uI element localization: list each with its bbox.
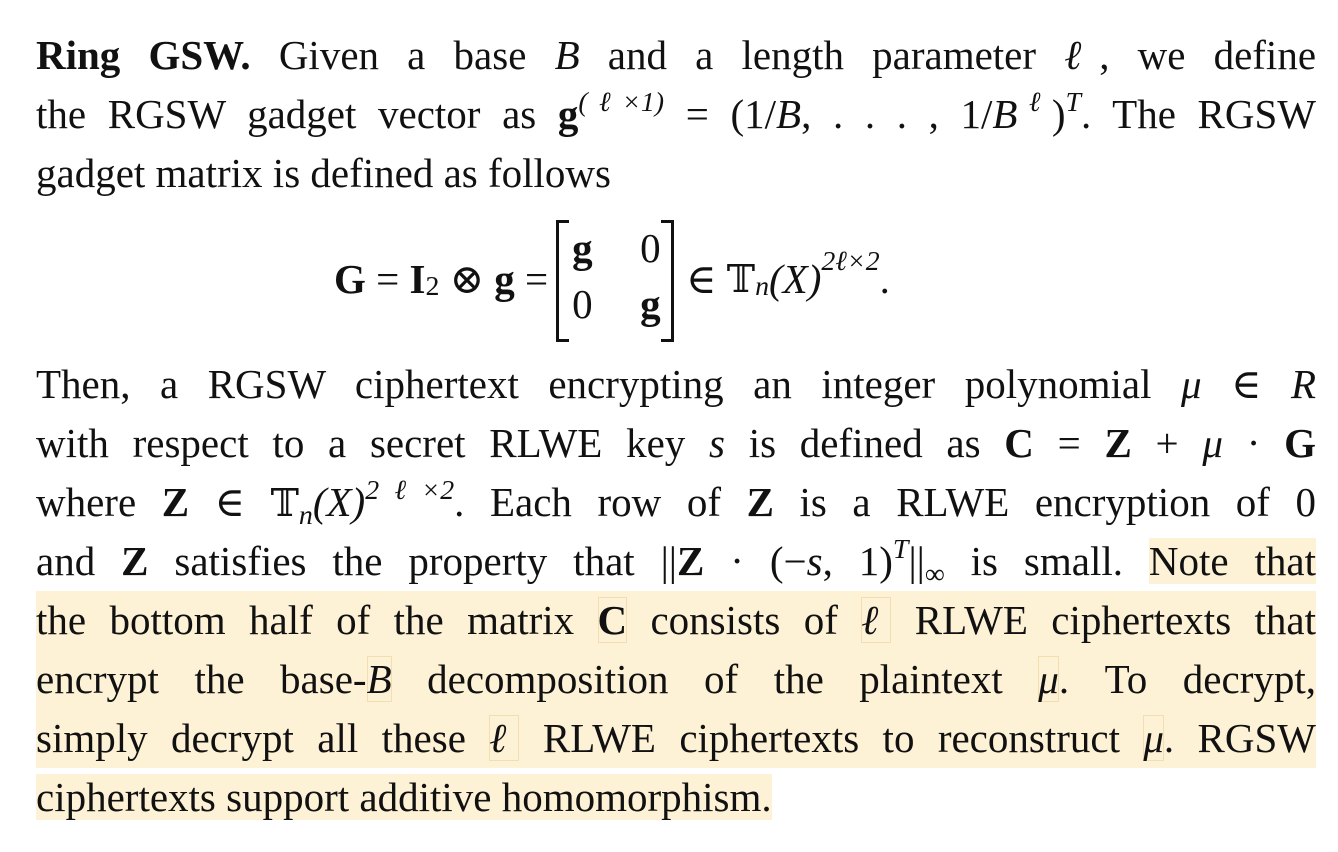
text: encrypt the base- bbox=[36, 656, 367, 702]
text: ) bbox=[1051, 91, 1066, 137]
text-line-7 bbox=[36, 532, 1316, 591]
text: simply decrypt all these bbox=[36, 715, 490, 761]
math-mu: μ bbox=[1143, 715, 1164, 761]
text: satisfies the property that || bbox=[148, 538, 677, 584]
text: RLWE ciphertexts that bbox=[891, 597, 1316, 643]
text-line-3: gadget matrix is defined as follows bbox=[36, 150, 612, 196]
math-G: G bbox=[334, 255, 366, 302]
math-X: (X) bbox=[769, 255, 822, 302]
math-B: B bbox=[366, 656, 392, 702]
math-subscript: n bbox=[298, 499, 313, 531]
math-ell: ℓ bbox=[861, 597, 892, 643]
display-equation bbox=[36, 203, 1316, 355]
text-line-11-highlighted bbox=[36, 768, 1316, 827]
text: is defined as bbox=[724, 420, 1005, 466]
text: || bbox=[908, 538, 925, 584]
math-I: I bbox=[409, 255, 426, 302]
text: · (− bbox=[704, 538, 807, 584]
matrix-cell-1-2: 0 bbox=[640, 225, 661, 271]
paper-page bbox=[36, 26, 1316, 827]
text: consists of bbox=[627, 597, 862, 643]
matrix-cell-2-2: g bbox=[640, 281, 661, 327]
text: is a RLWE encryption of 0 bbox=[773, 479, 1316, 525]
highlighted-text: Note that bbox=[1148, 538, 1316, 584]
math-Z: Z bbox=[121, 538, 149, 584]
text: . Each row of bbox=[454, 479, 747, 525]
right-bracket bbox=[661, 220, 674, 342]
math-equals: = bbox=[365, 255, 410, 302]
math-otimes: ⊗ bbox=[439, 255, 495, 302]
math-B: B bbox=[992, 91, 1018, 137]
gadget-matrix bbox=[556, 220, 674, 338]
math-mu: μ bbox=[1038, 656, 1059, 702]
math-period: . bbox=[879, 255, 890, 302]
math-C: C bbox=[597, 597, 628, 643]
text-line-5 bbox=[36, 414, 1316, 473]
paragraph-heading: Ring GSW. bbox=[36, 32, 251, 78]
text: , we define bbox=[1099, 32, 1317, 78]
math-Z: Z bbox=[746, 479, 774, 525]
text: Given a base bbox=[250, 32, 555, 78]
math-superscript: T bbox=[1065, 86, 1082, 118]
math-ell: ℓ bbox=[1064, 32, 1100, 78]
text: with respect to a secret RLWE key bbox=[36, 420, 709, 466]
text: , . . . , 1/ bbox=[801, 91, 993, 137]
math-torus: 𝕋 bbox=[726, 256, 756, 301]
text-line-10-highlighted bbox=[36, 709, 1316, 768]
math-R: R bbox=[1290, 361, 1316, 407]
text: the bottom half of the matrix bbox=[36, 597, 598, 643]
math-g: g bbox=[494, 255, 515, 302]
math-subscript: ∞ bbox=[924, 558, 945, 590]
math-mu: μ bbox=[1202, 420, 1223, 466]
math-superscript: (ℓ×1) bbox=[578, 86, 665, 118]
math-s: s bbox=[709, 420, 725, 466]
math-B: B bbox=[776, 91, 802, 137]
text: where bbox=[36, 479, 162, 525]
math-C: C bbox=[1004, 420, 1034, 466]
text: · bbox=[1222, 420, 1285, 466]
math-superscript: ℓ bbox=[1017, 86, 1052, 118]
math-equals: = bbox=[514, 255, 549, 302]
highlighted-text: ciphertexts support additive homomorphism. bbox=[36, 774, 772, 820]
math-s: s bbox=[806, 538, 823, 584]
text: is small. bbox=[944, 538, 1149, 584]
text-line-6 bbox=[36, 473, 1316, 532]
text-line-1 bbox=[36, 26, 1316, 85]
math-G: G bbox=[1284, 420, 1316, 466]
math-mu: μ bbox=[1180, 361, 1202, 407]
math-ell: ℓ bbox=[489, 715, 520, 761]
matrix-cell-1-1: g bbox=[572, 225, 593, 271]
text: Then, a RGSW ciphertext encrypting an integer polynomial bbox=[36, 361, 1181, 407]
math-in: ∈ bbox=[686, 255, 727, 302]
text: and a length parameter bbox=[579, 32, 1065, 78]
text: decomposition of the plaintext bbox=[391, 656, 1039, 702]
text: ∈ bbox=[189, 479, 271, 525]
text-line-9-highlighted bbox=[36, 650, 1316, 709]
text: = (1/ bbox=[664, 91, 777, 137]
math-Z: Z bbox=[677, 538, 705, 584]
text: , 1) bbox=[822, 538, 893, 584]
text: the RGSW gadget vector as bbox=[36, 91, 558, 137]
math-B: B bbox=[554, 32, 580, 78]
text-line-4 bbox=[36, 355, 1316, 414]
text: RLWE ciphertexts to reconstruct bbox=[519, 715, 1144, 761]
text: and bbox=[36, 538, 122, 584]
equation-content: G = I $_2$ ⊗ g = g 0 0 g ∈ 𝕋 $_n$ (X) $^{2\ell\times 2}$ . bbox=[334, 203, 890, 355]
math-torus: 𝕋 bbox=[270, 481, 299, 525]
text: . The RGSW bbox=[1081, 91, 1316, 137]
math-Z: Z bbox=[1104, 420, 1132, 466]
text: = bbox=[1033, 420, 1105, 466]
text-line-2 bbox=[36, 85, 1316, 144]
left-bracket bbox=[556, 220, 569, 342]
math-g: g bbox=[557, 91, 579, 137]
text: + bbox=[1131, 420, 1203, 466]
math-Z: Z bbox=[161, 479, 190, 525]
text-line-8-highlighted bbox=[36, 591, 1316, 650]
math-superscript: 2ℓ×2 bbox=[365, 474, 455, 506]
text: . To decrypt, bbox=[1058, 656, 1316, 702]
math-superscript: T bbox=[892, 533, 909, 565]
math-X: (X) bbox=[312, 479, 366, 525]
matrix-cell-2-1: 0 bbox=[572, 281, 593, 327]
text: ∈ bbox=[1201, 361, 1291, 407]
text: . RGSW bbox=[1163, 715, 1316, 761]
